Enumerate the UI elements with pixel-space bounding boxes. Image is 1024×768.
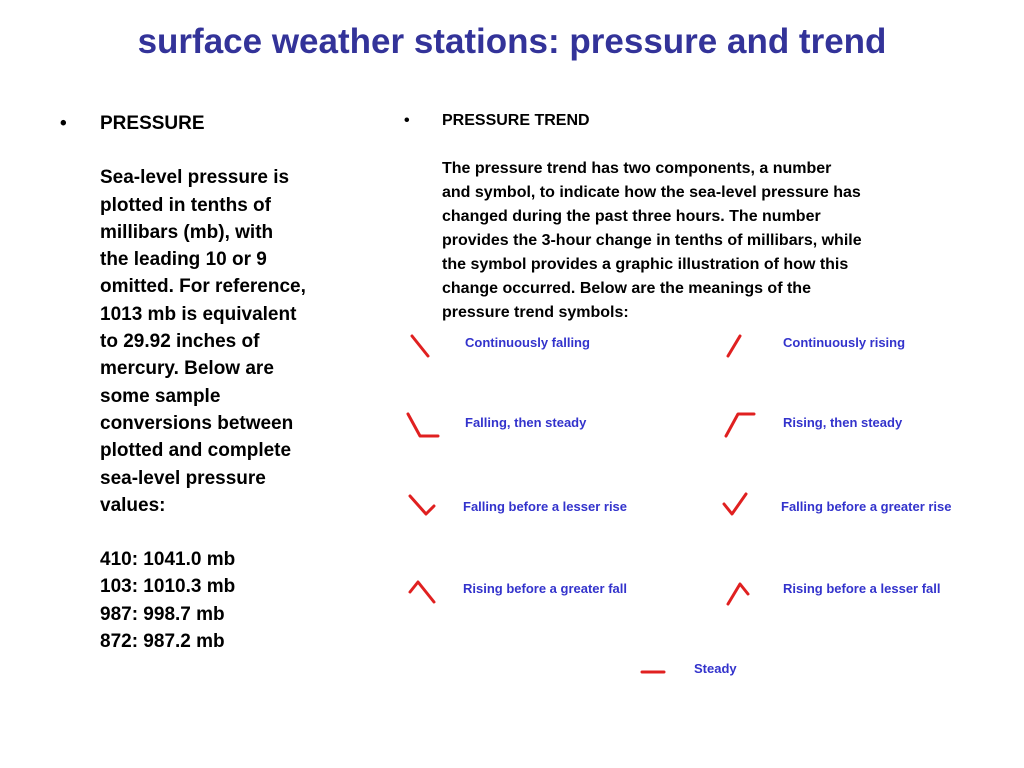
conversion-item: 987: 998.7 mb	[100, 603, 225, 625]
legend-label: Rising before a lesser fall	[783, 581, 941, 596]
falling-then-steady-icon	[404, 406, 444, 446]
legend-row	[400, 652, 976, 692]
conversion-list	[100, 546, 370, 655]
legend-row	[400, 326, 976, 366]
pressure-line: plotted and complete	[100, 440, 292, 462]
legend-label: Falling before a lesser rise	[463, 499, 628, 514]
conversion-item: 103: 1010.3 mb	[100, 576, 236, 598]
pressure-line: some sample	[100, 385, 221, 407]
pressure-trend-paragraph	[442, 157, 982, 325]
trend-line: pressure trend symbols:	[442, 304, 629, 321]
pressure-trend-heading: PRESSURE TREND	[442, 112, 590, 129]
conversion-item: 410: 1041.0 mb	[100, 549, 236, 571]
legend-label: Continuously falling	[465, 335, 590, 350]
continuously-falling-icon	[404, 326, 444, 366]
legend-row	[400, 572, 976, 612]
trend-symbol-legend	[400, 326, 976, 682]
trend-line: The pressure trend has two components, a number	[442, 160, 832, 177]
conversion-item: 872: 987.2 mb	[100, 631, 225, 653]
legend-row	[400, 490, 976, 530]
trend-line: change occurred. Below are the meanings of the	[442, 280, 811, 297]
legend-row	[400, 406, 976, 446]
pressure-line: 1013 mb is equivalent	[100, 303, 297, 325]
legend-label: Rising, then steady	[783, 415, 903, 430]
pressure-heading: PRESSURE	[100, 113, 205, 134]
legend-label: Falling, then steady	[465, 415, 587, 430]
falling-before-greater-rise-icon	[718, 490, 758, 530]
legend-label: Falling before a greater rise	[781, 499, 952, 514]
rising-before-greater-fall-icon	[404, 572, 444, 612]
pressure-line: conversions between	[100, 412, 294, 434]
rising-then-steady-icon	[718, 406, 758, 446]
legend-label: Continuously rising	[783, 335, 906, 350]
pressure-line: sea-level pressure	[100, 467, 266, 489]
steady-icon	[634, 652, 674, 692]
trend-line: the symbol provides a graphic illustration of how this	[442, 256, 849, 273]
pressure-paragraph	[100, 164, 370, 519]
pressure-line: mercury. Below are	[100, 358, 274, 380]
pressure-line: the leading 10 or 9	[100, 249, 267, 271]
trend-line: and symbol, to indicate how the sea-level pressure has	[442, 184, 861, 201]
rising-before-lesser-fall-icon	[718, 572, 758, 612]
pressure-line: millibars (mb), with	[100, 221, 274, 243]
bullet-marker: •	[60, 113, 67, 134]
page-title: surface weather stations: pressure and trend	[137, 22, 887, 61]
trend-line: changed during the past three hours. The number	[442, 208, 821, 225]
legend-label: Steady	[694, 661, 737, 676]
pressure-line: values:	[100, 494, 166, 516]
pressure-line: plotted in tenths of	[100, 194, 271, 216]
trend-line: provides the 3-hour change in tenths of millibars, while	[442, 232, 862, 249]
bullet-marker: •	[404, 112, 410, 129]
legend-label: Rising before a greater fall	[463, 581, 627, 596]
pressure-line: Sea-level pressure is	[100, 167, 290, 189]
falling-before-lesser-rise-icon	[404, 490, 444, 530]
pressure-line: omitted. For reference,	[100, 276, 306, 298]
continuously-rising-icon	[718, 326, 758, 366]
pressure-line: to 29.92 inches of	[100, 331, 260, 353]
